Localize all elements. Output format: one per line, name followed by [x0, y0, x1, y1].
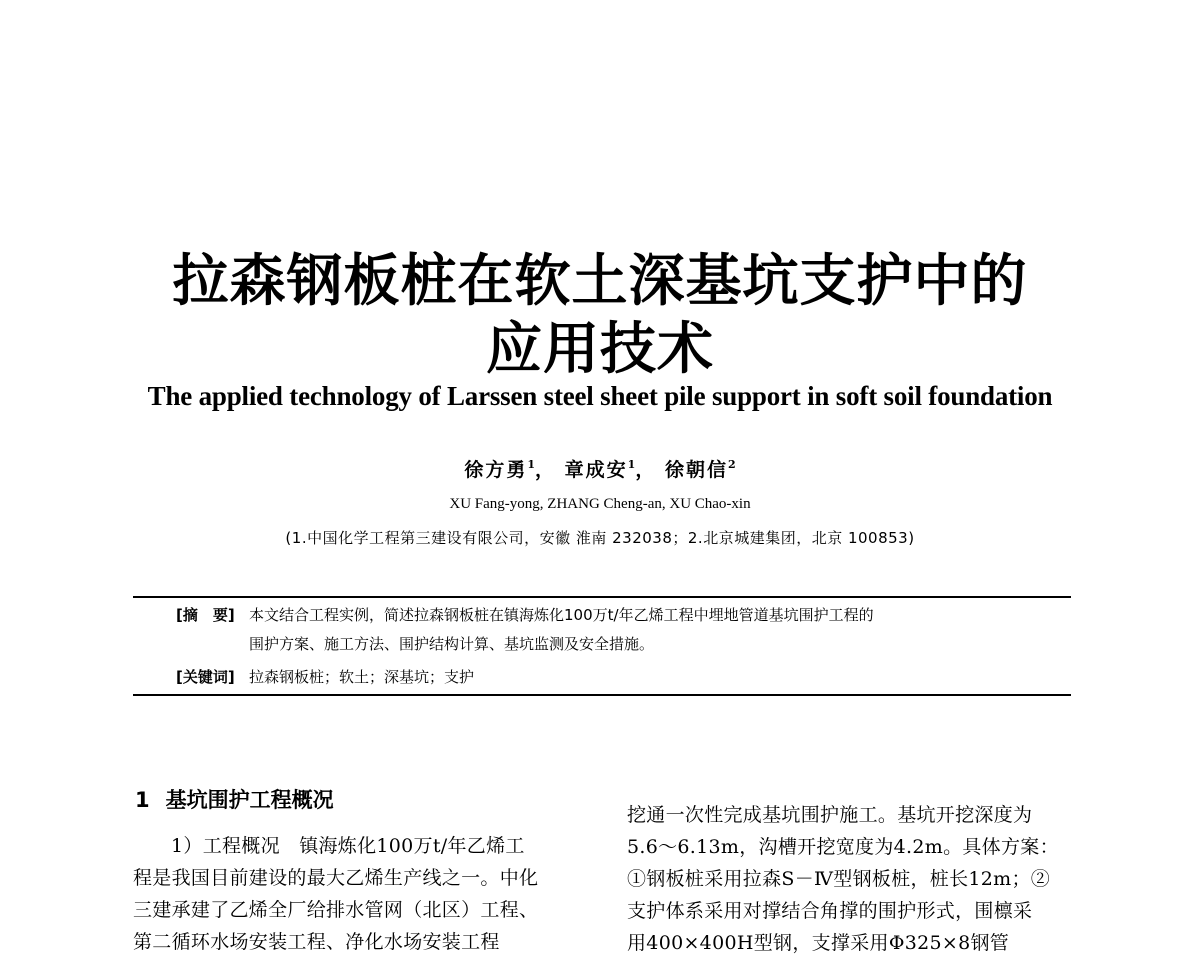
author-separator: ， [635, 459, 657, 481]
paragraph-line: 用400×400H型钢，支撑采用Φ325×8钢管 [627, 932, 1010, 954]
title-cn-line2: 应用技术 [486, 316, 714, 382]
authors-en: XU Fang-yong, ZHANG Cheng-an, XU Chao-xin [449, 496, 751, 512]
right-column [627, 799, 1059, 959]
authors-cn [0, 455, 1200, 482]
paragraph-line: ①钢板桩采用拉森S－Ⅳ型钢板桩，桩长12m；② [627, 868, 1051, 890]
paragraph-line: 三建承建了乙烯全厂给排水管网（北区）工程、 [133, 899, 539, 921]
author-separator: ， [535, 459, 557, 481]
abstract-label: [摘 要] [176, 606, 235, 624]
left-column [133, 830, 538, 958]
title-en: The applied technology of Larssen steel sheet pile support in soft soil foundation [147, 381, 1053, 411]
paragraph-line: 第二循环水场安装工程、净化水场安装工程 [133, 931, 500, 953]
author-name: 徐朝信 [664, 459, 728, 481]
keywords-text: 拉森钢板桩；软土；深基坑；支护 [249, 668, 475, 686]
author-name: 徐方勇 [464, 459, 528, 481]
paragraph-line: 程是我国目前建设的最大乙烯生产线之一。中化 [133, 867, 539, 889]
abstract-line-2: 围护方案、施工方法、围护结构计算、基坑监测及安全措施。 [249, 635, 655, 653]
paragraph-line: 挖通一次性完成基坑围护施工。基坑开挖深度为 [627, 804, 1033, 826]
affiliations: (1.中国化学工程第三建设有限公司，安徽 淮南 232038；2.北京城建集团，北京 100853) [285, 529, 915, 547]
author-affil-mark: 2 [727, 458, 736, 471]
paragraph-line: 支护体系采用对撑结合角撑的围护形式，围檩采 [627, 900, 1033, 922]
section-number: 1 [135, 788, 150, 812]
keywords-label: [关键词] [176, 668, 235, 686]
section-heading [135, 784, 334, 814]
author-affil-mark: 1 [627, 458, 636, 471]
title-cn-line1: 拉森钢板桩在软土深基坑支护中的 [172, 248, 1028, 314]
paragraph-line: 5.6～6.13m，沟槽开挖宽度为4.2m。具体方案： [627, 836, 1059, 858]
paragraph-line: 1）工程概况 镇海炼化100万t/年乙烯工 [171, 835, 525, 857]
abstract-bottom-rule [133, 694, 1071, 696]
abstract-line-1: 本文结合工程实例，简述拉森钢板桩在镇海炼化100万t/年乙烯工程中埋地管道基坑围护工程的 [249, 606, 874, 624]
author-affil-mark: 1 [527, 458, 536, 471]
section-title: 基坑围护工程概况 [165, 788, 334, 812]
author-name: 章成安 [564, 459, 628, 481]
abstract-top-rule [133, 596, 1071, 598]
